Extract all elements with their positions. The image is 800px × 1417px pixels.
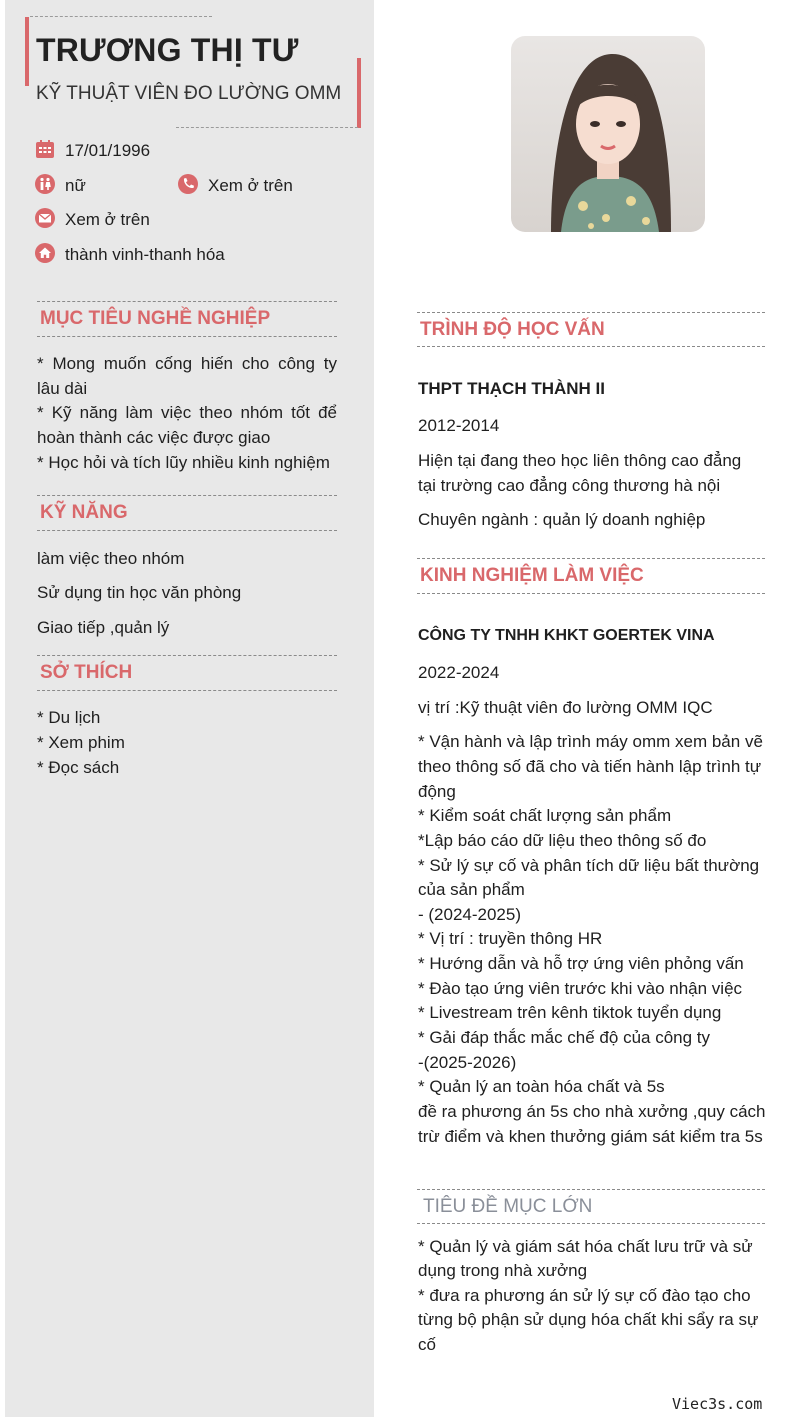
experience-line: trừ điểm và khen thưởng giám sát kiểm tra 5s xyxy=(418,1127,763,1146)
hobbies-title: SỞ THÍCH xyxy=(37,655,337,691)
experience-line: * Vận hành và lập trình máy omm xem bản vẽ xyxy=(418,732,763,751)
extra-line: * đưa ra phương án sử lý sự cố đào tạo cho xyxy=(418,1286,751,1305)
objective-line: * Kỹ năng làm việc theo nhóm tốt để xyxy=(37,403,337,422)
header-divider-bottom xyxy=(176,127,358,128)
profile-photo xyxy=(511,36,705,232)
school-name: THPT THẠCH THÀNH II xyxy=(418,379,605,398)
extra-line: cố xyxy=(418,1335,436,1354)
education-note: Hiện tại đang theo học liên thông cao đẳng xyxy=(418,451,742,470)
education-period: 2012-2014 xyxy=(418,416,500,435)
experience-line: *Lập báo cáo dữ liệu theo thông số đo xyxy=(418,831,707,850)
address-text: thành vinh-thanh hóa xyxy=(65,245,225,264)
experience-line: * Livestream trên kênh tiktok tuyển dụng xyxy=(418,1003,722,1022)
experience-position: vị trí :Kỹ thuật viên đo lường OMM IQC xyxy=(418,698,713,717)
hobby-item: * Du lịch xyxy=(37,708,101,727)
birthday-text: 17/01/1996 xyxy=(65,141,151,160)
education-title: TRÌNH ĐỘ HỌC VẤN xyxy=(417,312,765,347)
header-accent-bar-left xyxy=(25,17,29,86)
hobby-item: * Đọc sách xyxy=(37,758,120,777)
company-name: CÔNG TY TNHH KHKT GOERTEK VINA xyxy=(418,627,715,644)
experience-line: * Quản lý an toàn hóa chất và 5s xyxy=(418,1077,665,1096)
skills-title: KỸ NĂNG xyxy=(37,495,337,531)
home-icon xyxy=(35,243,55,263)
education-note: tại trường cao đẳng công thương hà nội xyxy=(418,476,721,495)
experience-line: động xyxy=(418,782,456,801)
objective-title: MỤC TIÊU NGHỀ NGHIỆP xyxy=(37,301,337,337)
skill-item: Sử dụng tin học văn phòng xyxy=(37,583,242,602)
watermark-text: Viec3s.com xyxy=(672,1395,763,1413)
objective-line: lâu dài xyxy=(37,379,88,398)
extra-section-title: TIÊU ĐỀ MỤC LỚN xyxy=(417,1189,765,1224)
extra-line: * Quản lý và giám sát hóa chất lưu trữ và sử xyxy=(418,1237,753,1256)
experience-line: * Hướng dẫn và hỗ trợ ứng viên phỏng vấn xyxy=(418,954,744,973)
extra-line: dụng trong nhà xưởng xyxy=(418,1261,588,1280)
phone-icon xyxy=(178,174,198,194)
experience-line: đề ra phương án 5s cho nhà xưởng ,quy cách xyxy=(418,1102,766,1121)
experience-period: 2022-2024 xyxy=(418,663,500,682)
objective-line: * Mong muốn cống hiến cho công ty xyxy=(37,354,337,373)
email-icon xyxy=(35,208,55,228)
gender-icon xyxy=(35,174,55,194)
calendar-icon xyxy=(35,139,55,159)
skill-item: Giao tiếp ,quản lý xyxy=(37,618,170,637)
experience-line: theo thông số đã cho và tiến hành lập trình tự xyxy=(418,757,762,776)
objective-line: * Học hỏi và tích lũy nhiều kinh nghiệm xyxy=(37,453,330,472)
job-title: KỸ THUẬT VIÊN ĐO LƯỜNG OMM xyxy=(36,83,342,104)
hobby-item: * Xem phim xyxy=(37,733,125,752)
experience-line: của sản phẩm xyxy=(418,880,525,899)
experience-line: -(2025-2026) xyxy=(418,1053,517,1072)
header-accent-bar-right xyxy=(357,58,361,128)
experience-line: * Đào tạo ứng viên trước khi vào nhận việc xyxy=(418,979,743,998)
experience-title: KINH NGHIỆM LÀM VIỆC xyxy=(417,558,765,594)
extra-line: từng bộ phận sử dụng hóa chất khi sẩy ra sự xyxy=(418,1310,759,1329)
experience-line: - (2024-2025) xyxy=(418,905,522,924)
skill-item: làm việc theo nhóm xyxy=(37,549,185,568)
header-divider-top xyxy=(30,16,212,17)
education-major: Chuyên ngành : quản lý doanh nghiệp xyxy=(418,510,706,529)
candidate-name: TRƯƠNG THỊ TƯ xyxy=(36,32,299,68)
phone-text: Xem ở trên xyxy=(208,176,293,195)
objective-line: hoàn thành các việc được giao xyxy=(37,428,271,447)
experience-line: * Sử lý sự cố và phân tích dữ liệu bất thường xyxy=(418,856,760,875)
experience-line: * Vị trí : truyền thông HR xyxy=(418,929,603,948)
experience-line: * Gải đáp thắc mắc chế độ của công ty xyxy=(418,1028,711,1047)
experience-line: * Kiểm soát chất lượng sản phẩm xyxy=(418,806,672,825)
email-text: Xem ở trên xyxy=(65,210,150,229)
gender-text: nữ xyxy=(65,176,86,195)
